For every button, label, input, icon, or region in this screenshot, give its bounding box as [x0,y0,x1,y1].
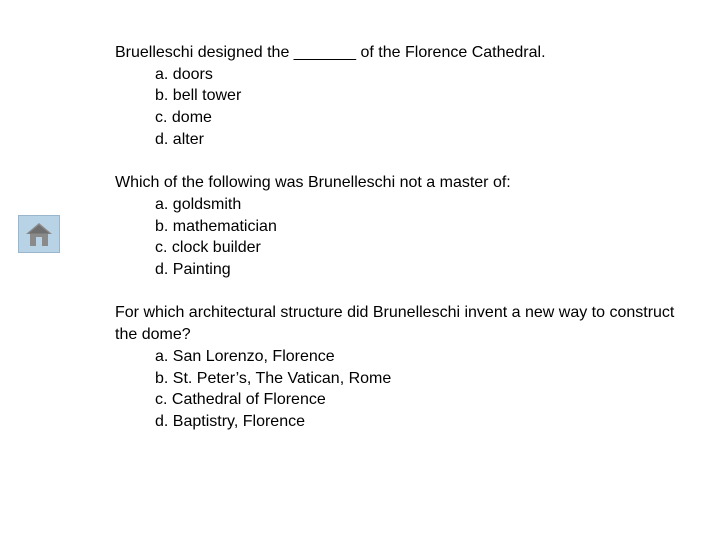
answer-options [115,64,695,151]
question-3 [115,302,695,432]
question-text: For which architectural structure did Brunelleschi invent a new way to construct the dome? [115,304,675,344]
answer-option: a. doors [155,65,213,83]
answer-option: c. clock builder [155,239,261,257]
home-button[interactable] [18,215,60,253]
question-text: Which of the following was Brunelleschi not a master of: [115,174,511,192]
question-text: Bruelleschi designed the _______ of the Florence Cathedral. [115,44,546,61]
answer-option: d. Painting [155,261,231,279]
answer-option: b. bell tower [155,87,242,105]
home-icon [24,220,54,248]
answer-option: a. goldsmith [155,195,242,213]
answer-option: a. San Lorenzo, Florence [155,347,335,365]
answer-option: d. Baptistry, Florence [155,412,305,430]
answer-options [115,346,695,433]
answer-options [115,194,695,281]
quiz-content [115,42,695,454]
answer-option: b. mathematician [155,217,277,235]
answer-option: c. dome [155,109,212,127]
answer-option: b. St. Peter’s, The Vatican, Rome [155,369,392,387]
answer-option: c. Cathedral of Florence [155,391,326,409]
answer-option: d. alter [155,130,204,148]
question-2 [115,172,695,281]
question-1 [115,42,695,151]
